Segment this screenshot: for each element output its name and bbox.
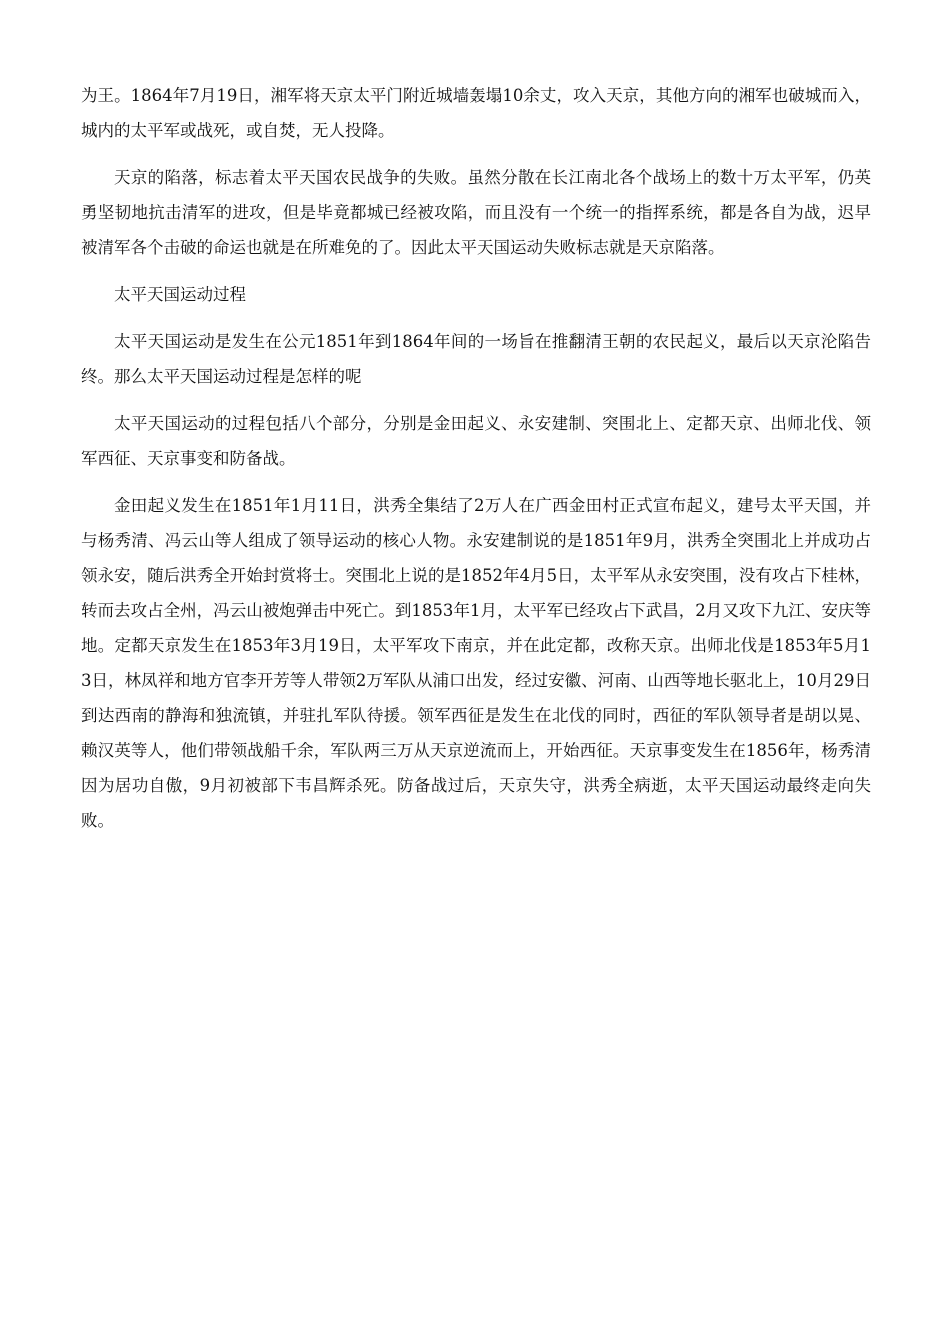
- paragraph-tianjing-fall: 天京的陷落，标志着太平天国农民战争的失败。虽然分散在长江南北各个战场上的数十万太平军，仍英勇坚韧地抗击清军的进攻，但是毕竟都城已经被攻陷，而且没有一个统一的指挥系统，都是各自为战，迟早被清军各个击破的命运也就是在所难免的了。因此太平天国运动失败标志就是天京陷落。: [81, 168, 871, 257]
- section-heading: 太平天国运动过程: [114, 285, 246, 304]
- paragraph-eight-parts: 太平天国运动的过程包括八个部分，分别是金田起义、永安建制、突围北上、定都天京、出师北伐、领军西征、天京事变和防备战。: [81, 414, 871, 468]
- document-body: [81, 78, 871, 850]
- paragraph-intro: 太平天国运动是发生在公元1851年到1864年间的一场旨在推翻清王朝的农民起义，最后以天京沦陷告终。那么太平天国运动过程是怎样的呢: [81, 332, 871, 386]
- paragraph-continuation: 为王。1864年7月19日，湘军将天京太平门附近城墙轰塌10余丈，攻入天京，其他方向的湘军也破城而入，城内的太平军或战死，或自焚，无人投降。: [81, 86, 871, 140]
- paragraph-process-detail: 金田起义发生在1851年1月11日，洪秀全集结了2万人在广西金田村正式宣布起义，建号太平天国，并与杨秀清、冯云山等人组成了领导运动的核心人物。永安建制说的是1851年9月，洪秀全突围北上并成功占领永安，随后洪秀全开始封赏将士。突围北上说的是1852年4月5日，太平军从永安突围，没有攻占下桂林，转而去攻占全州，冯云山被炮弹击中死亡。到1853年1月，太平军已经攻占下武昌，2月又攻下九江、安庆等地。定都天京发生在1853年3月19日，太平军攻下南京，并在此定都，改称天京。出师北伐是1853年5月13日，林凤祥和地方官李开芳等人带领2万军队从浦口出发，经过安徽、河南、山西等地长驱北上，10月29日到达西南的静海和独流镇，并驻扎军队待援。领军西征是发生在北伐的同时，西征的军队领导者是胡以晃、赖汉英等人，他们带领战船千余，军队两三万从天京逆流而上，开始西征。天京事变发生在1856年，杨秀清因为居功自傲，9月初被部下韦昌辉杀死。防备战过后，天京失守，洪秀全病逝，太平天国运动最终走向失败。: [81, 496, 871, 830]
